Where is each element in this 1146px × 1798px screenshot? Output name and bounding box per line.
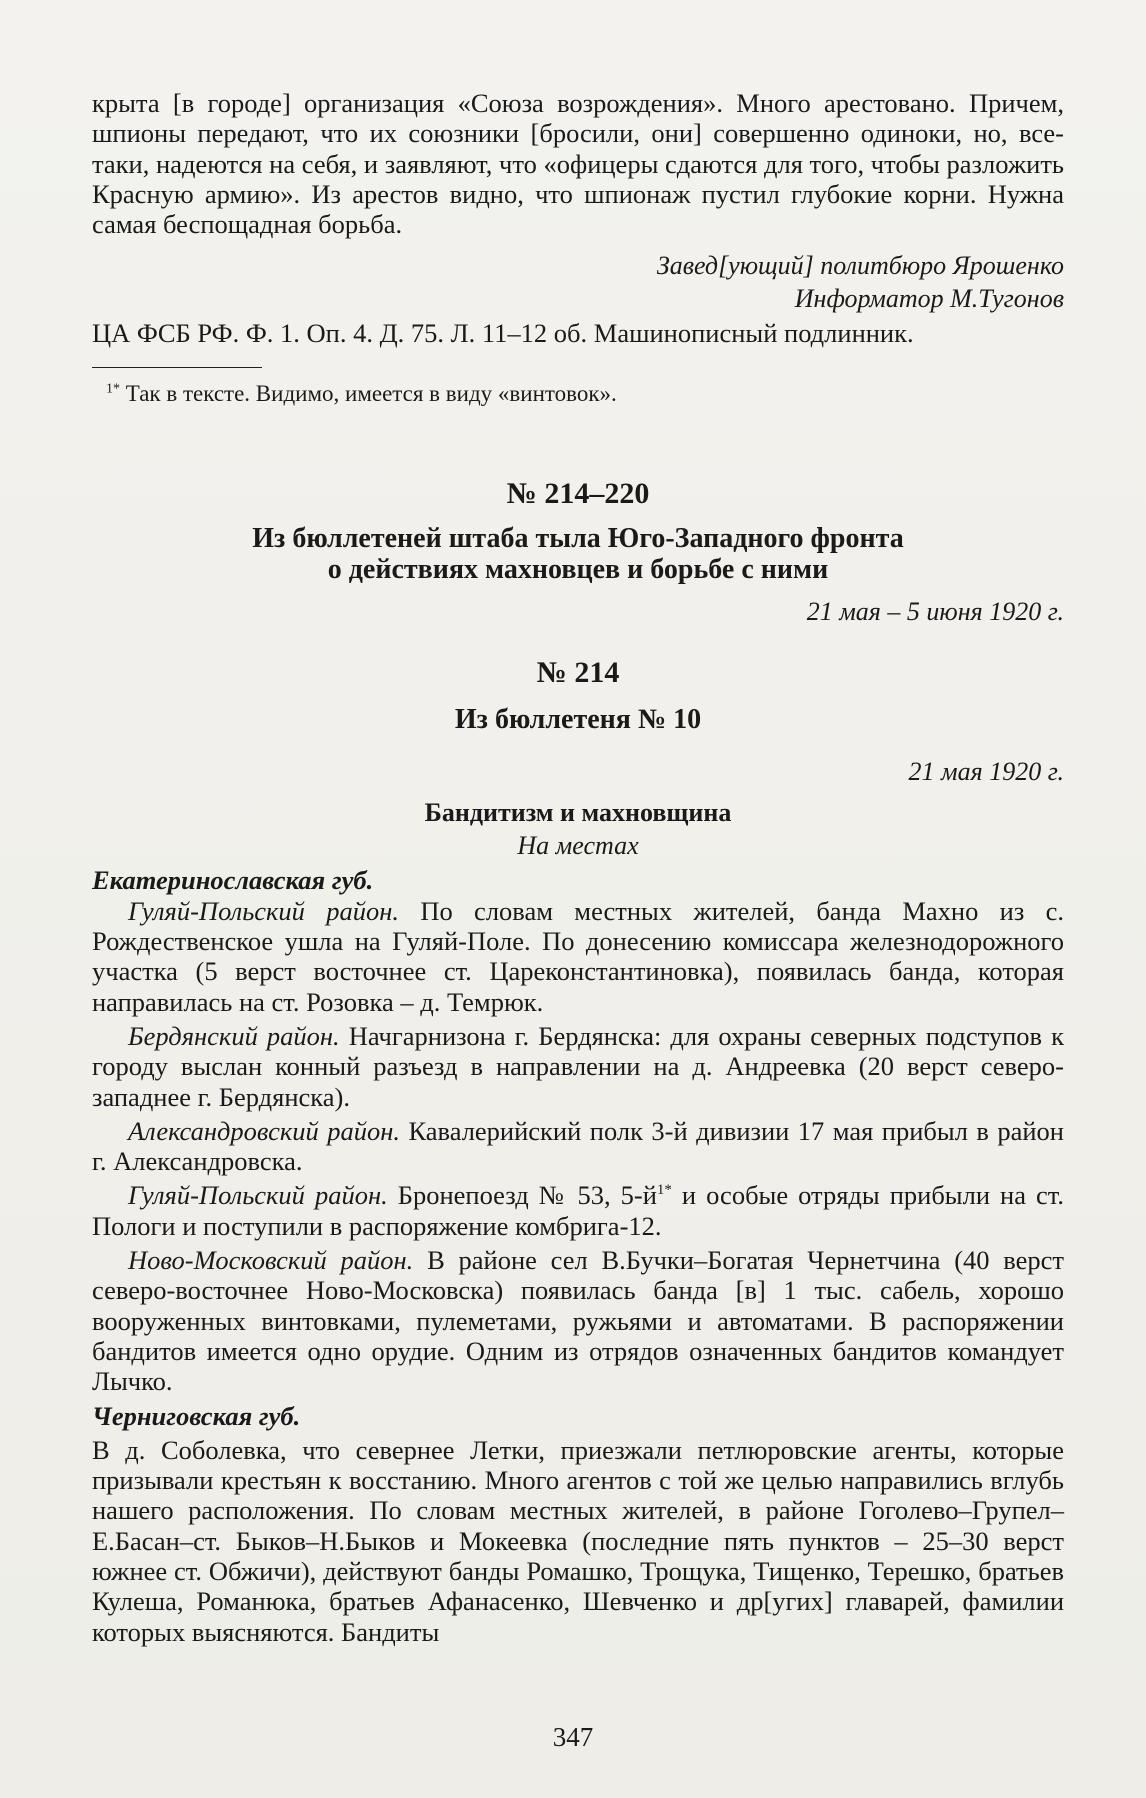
region-name: Черниговская губ.: [92, 1400, 301, 1431]
entry-text-after: и особые отряды прибыли на ст. Пологи и поступили в распоряжение комбрига-12.: [92, 1180, 1064, 1241]
document-heading: Бандитизм и махновщина: [424, 798, 732, 828]
section-number: № 214–220: [506, 477, 650, 511]
district-name: Гуляй-Польский район.: [128, 895, 400, 926]
district-name: Александровский район.: [128, 1115, 400, 1146]
entry-text: Кавалерийский полк 3-й дивизии 17 мая прибыл в район г. Александровска.: [92, 1115, 1064, 1177]
footnote-ref-mark: 1*: [656, 1182, 672, 1199]
entry-berdiansk: [92, 1021, 1064, 1112]
entry-text-before: Бронепоезд № 53, 5-й: [387, 1180, 657, 1211]
entry-text: В районе сел В.Бучки–Богатая Чернетчина (40 верст северо-восточнее Ново-Московска) появилась банда [в] 1 тыс. сабель, хорошо вооруженных винтовками, пулеметами, ружьями и автоматами. В распоряжении бандитов имеется одно орудие. Одним из отрядов означенных бандитов командует Лычко.: [92, 1245, 1064, 1397]
signature-line-1: Завед[ующий] политбюро Ярошенко: [656, 251, 1064, 281]
entry-text: По словам местных жителей, банда Махно из с. Рождественское ушла на Гуляй-Поле. По донесению комиссара железнодорожного участка (5 верст восточнее ст. Цареконстантиновка), появилась банда, которая направилась на ст. Розовка – д. Темрюк.: [92, 895, 1064, 1017]
footnote-mark: 1*: [106, 381, 120, 397]
archive-reference: ЦА ФСБ РФ. Ф. 1. Оп. 4. Д. 75. Л. 11–12 об. Машинописный подлинник.: [92, 318, 914, 349]
document-subheading: На местах: [517, 831, 639, 861]
region-heading-ekaterinoslav: [92, 865, 1064, 895]
entry-aleksandrovsk: [92, 1116, 1064, 1177]
section-date: 21 мая – 5 июня 1920 г.: [806, 597, 1064, 627]
signature-line-2: Информатор М.Тугонов: [794, 284, 1064, 314]
section-title-line-2: о действиях махновцев и борьбе с ними: [327, 554, 829, 586]
section-title-line-1: Из бюллетеней штаба тыла Юго-Западного фронта: [252, 523, 904, 555]
document-title: Из бюллетеня № 10: [454, 704, 702, 736]
district-name: Ново-Московский район.: [128, 1245, 414, 1276]
chernigov-paragraph: В д. Соболевка, что севернее Летки, приезжали петлюровские агенты, которые призывали крестьян к восстанию. Много агентов с той же целью направились вглубь нашего расположения. По словам местных жителей, в районе Гоголево–Групел–Е.Басан–ст. Быков–Н.Быков и Мокеевка (последние пять пунктов – 25–30 верст южнее ст. Обжичи), действуют банды Ромашко, Трощука, Тищенко, Терешко, братьев Кулеша, Романюка, братьев Афанасенко, Шевченко и др[угих] главарей, фамилии которых выясняются. Бандиты: [92, 1434, 1064, 1647]
signature-block: [92, 249, 1064, 315]
document-date: 21 мая 1920 г.: [908, 757, 1064, 787]
document-number: № 214: [536, 656, 620, 690]
footnote: [92, 380, 1064, 408]
region-heading-chernigov: [92, 1401, 1064, 1431]
entry-text: Начгарнизона г. Бердянска: для охраны северных подступов к городу выслан конный разъезд в направлении на д. Андреевка (20 верст северо-западнее г. Бердянска).: [92, 1020, 1065, 1112]
footnote-text: Так в тексте. Видимо, имеется в виду «винтовок».: [125, 381, 617, 407]
footnote-divider: [92, 367, 262, 368]
entry-guliaipole-2: [92, 1180, 1064, 1241]
page-number: 347: [552, 1722, 594, 1752]
district-name: Гуляй-Польский район.: [128, 1180, 388, 1211]
entry-guliaipole-1: [92, 896, 1064, 1017]
top-paragraph: крыта [в городе] организация «Союза возрождения». Много арестовано. Причем, шпионы передают, что их союзники [бросили, они] совершенно одиноки, но, все-таки, надеются на себя, и заявляют, что «офицеры сдаются для того, чтобы разложить Красную армию». Из арестов видно, что шпионаж пустил глубокие корни. Нужна самая беспощадная борьба.: [92, 88, 1064, 240]
district-name: Бердянский район.: [128, 1020, 340, 1051]
text-column: [92, 88, 1064, 1647]
entry-novomoskovsk: [92, 1245, 1064, 1396]
region-name: Екатеринославская губ.: [92, 865, 374, 896]
